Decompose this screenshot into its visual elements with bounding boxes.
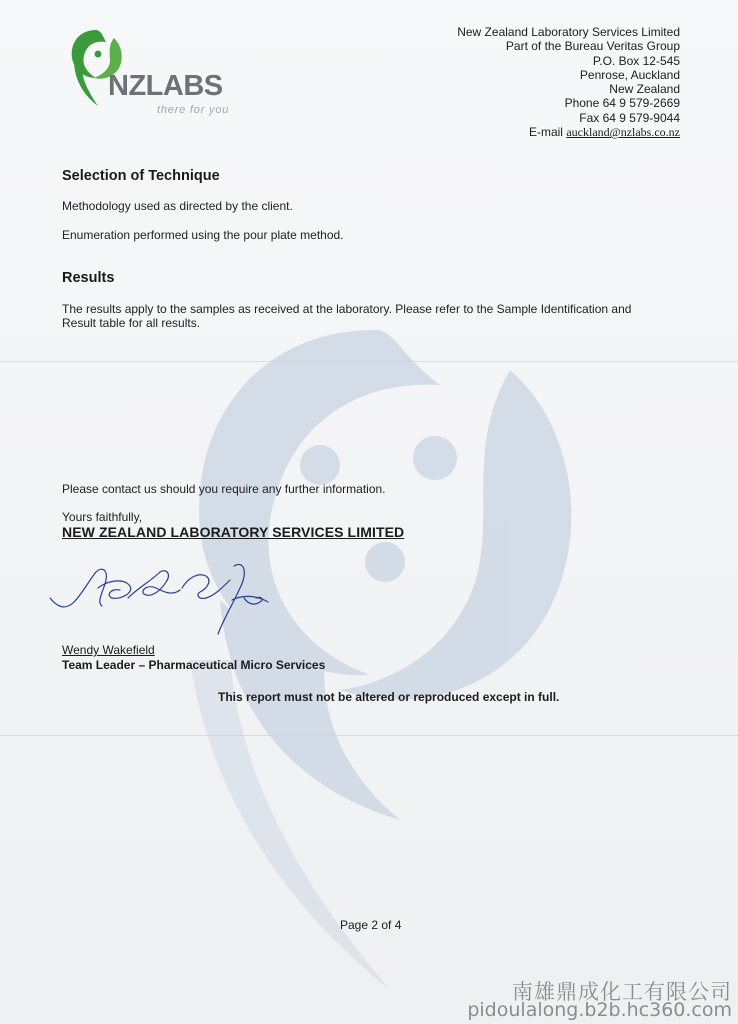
contact-line: Please contact us should you require any further information. [62,482,386,496]
logo-wordmark: NZLABS [108,70,223,102]
results-line-1: The results apply to the samples as received at the laboratory. Please refer to the Sample Identification and [62,302,632,316]
address-group: Part of the Bureau Veritas Group [505,39,680,54]
email-link[interactable]: auckland@nzlabs.co.nz [566,125,680,140]
address-email-row [457,125,680,139]
results-line-2: Result table for all results. [62,316,201,330]
logo-tagline: there for you [157,104,230,116]
address-fax: Fax 64 9 579-9044 [579,110,680,125]
handwritten-signature [48,558,278,640]
address-country: New Zealand [609,82,680,97]
technique-line-1: Methodology used as directed by the client. [62,199,293,213]
company-address [457,25,680,139]
signer-title: Team Leader – Pharmaceutical Micro Services [62,658,326,672]
results-heading: Results [62,270,115,286]
watermark-company-name: 南雄鼎成化工有限公司 [512,980,732,1004]
watermark-url: pidoulalong.b2b.hc360.com [467,999,732,1021]
signer-name: Wendy Wakefield [62,643,155,657]
nzlabs-logo [68,26,258,121]
koru-watermark-icon [150,300,600,1000]
address-email-label: E-mail [528,125,563,140]
technique-heading: Selection of Technique [62,168,220,184]
address-city: Penrose, Auckland [579,67,680,82]
address-phone: Phone 64 9 579-2669 [564,96,680,111]
address-company: New Zealand Laboratory Services Limited [457,25,680,39]
technique-line-2: Enumeration performed using the pour plate method. [62,228,344,242]
company-name-signature: NEW ZEALAND LABORATORY SERVICES LIMITED [62,524,405,540]
address-po-box: P.O. Box 12-545 [592,53,680,68]
reproduction-notice: This report must not be altered or reproduced except in full. [218,690,560,704]
page-number: Page 2 of 4 [340,918,402,932]
valediction: Yours faithfully, [62,510,143,524]
